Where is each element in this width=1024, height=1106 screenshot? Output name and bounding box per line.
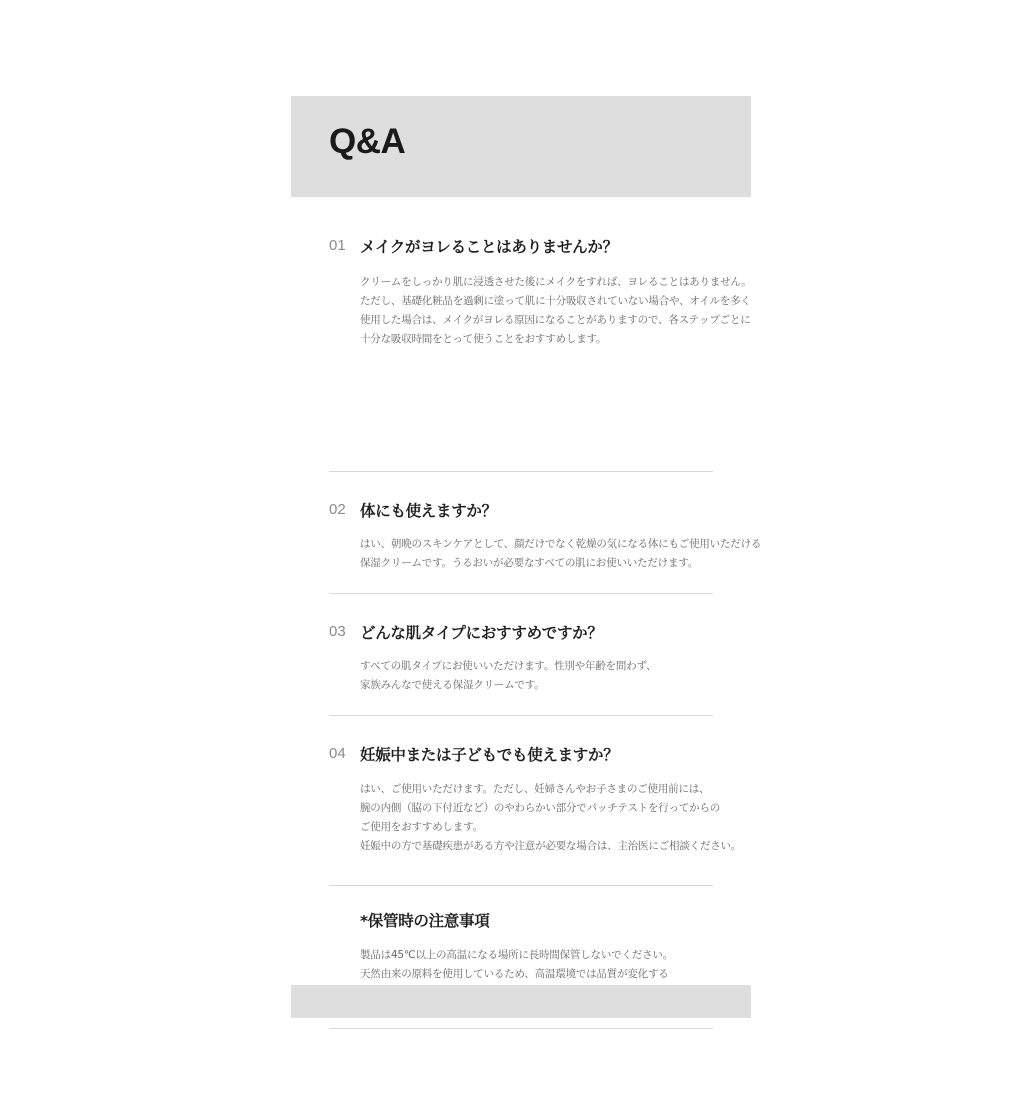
question-row (329, 909, 713, 931)
qa-list (291, 197, 762, 984)
divider (329, 885, 713, 886)
question-text: 妊娠中または子どもでも使えますか？ (360, 746, 619, 764)
question-number: 03 (329, 623, 346, 640)
answer-line: 製品は45℃以上の高温になる場所に長時間保管しないでください。 (360, 949, 673, 961)
answer-line: はい、ご使用いただけます。ただし、妊婦さんやお子さまのご使用前には、 (360, 783, 710, 795)
answer-line: 妊娠中の方で基礎疾患がある方や注意が必要な場合は、主治医にご相談ください。 (360, 840, 742, 852)
footer-bar (291, 985, 751, 1018)
question-row (329, 499, 713, 521)
answer-line: 家族みんなで使える保湿クリームです。 (360, 679, 545, 691)
qa-item-01 (329, 235, 752, 349)
question-text: どんな肌タイプにおすすめですか？ (360, 624, 603, 642)
answer-line: 使用した場合は、メイクがヨレる原因になることがありますので、各ステップごとに (360, 314, 751, 326)
qa-item-02 (329, 499, 762, 573)
question-text: 体にも使えますか？ (360, 502, 497, 520)
qa-item-04 (329, 743, 742, 856)
answer-text (360, 780, 742, 856)
qa-header (291, 96, 751, 197)
page-title: Q&A (329, 122, 406, 161)
answer-line: 十分な吸収時間をとって使うことをおすすめします。 (360, 333, 607, 345)
storage-note-title: *保管時の注意事項 (360, 912, 490, 930)
question-number: 02 (329, 501, 346, 518)
answer-line: クリームをしっかり肌に浸透させた後にメイクをすれば、ヨレることはありません。 (360, 276, 752, 288)
divider (329, 715, 713, 716)
divider (329, 1028, 713, 1029)
answer-line: 保湿クリームです。うるおいが必要なすべての肌にお使いいただけます。 (360, 557, 699, 569)
qa-item-03 (329, 621, 713, 695)
answer-text (360, 535, 762, 573)
divider (329, 593, 713, 594)
question-number: 04 (329, 745, 346, 762)
answer-line: 天然由来の原料を使用しているため、高温環境では品質が変化する (360, 968, 669, 980)
question-number: 01 (329, 237, 346, 254)
answer-line: 腕の内側（脇の下付近など）のやわらかい部分でパッチテストを行ってからの (360, 802, 721, 814)
question-row (329, 621, 713, 643)
answer-text (360, 657, 713, 695)
divider (329, 471, 713, 472)
answer-line: すべての肌タイプにお使いいただけます。性別や年齢を問わず、 (360, 660, 657, 672)
qa-panel (291, 96, 762, 984)
answer-line: はい、朝晩のスキンケアとして、顔だけでなく乾燥の気になる体にもご使用いただける (360, 538, 762, 550)
question-row (329, 743, 713, 765)
question-text: メイクがヨレることはありませんか？ (360, 238, 618, 256)
answer-line: ご使用をおすすめします。 (360, 821, 483, 833)
answer-text (360, 273, 752, 349)
question-row (329, 235, 713, 257)
answer-line: ただし、基礎化粧品を過剰に塗って肌に十分吸収されていない場合や、オイルを多く (360, 295, 751, 307)
